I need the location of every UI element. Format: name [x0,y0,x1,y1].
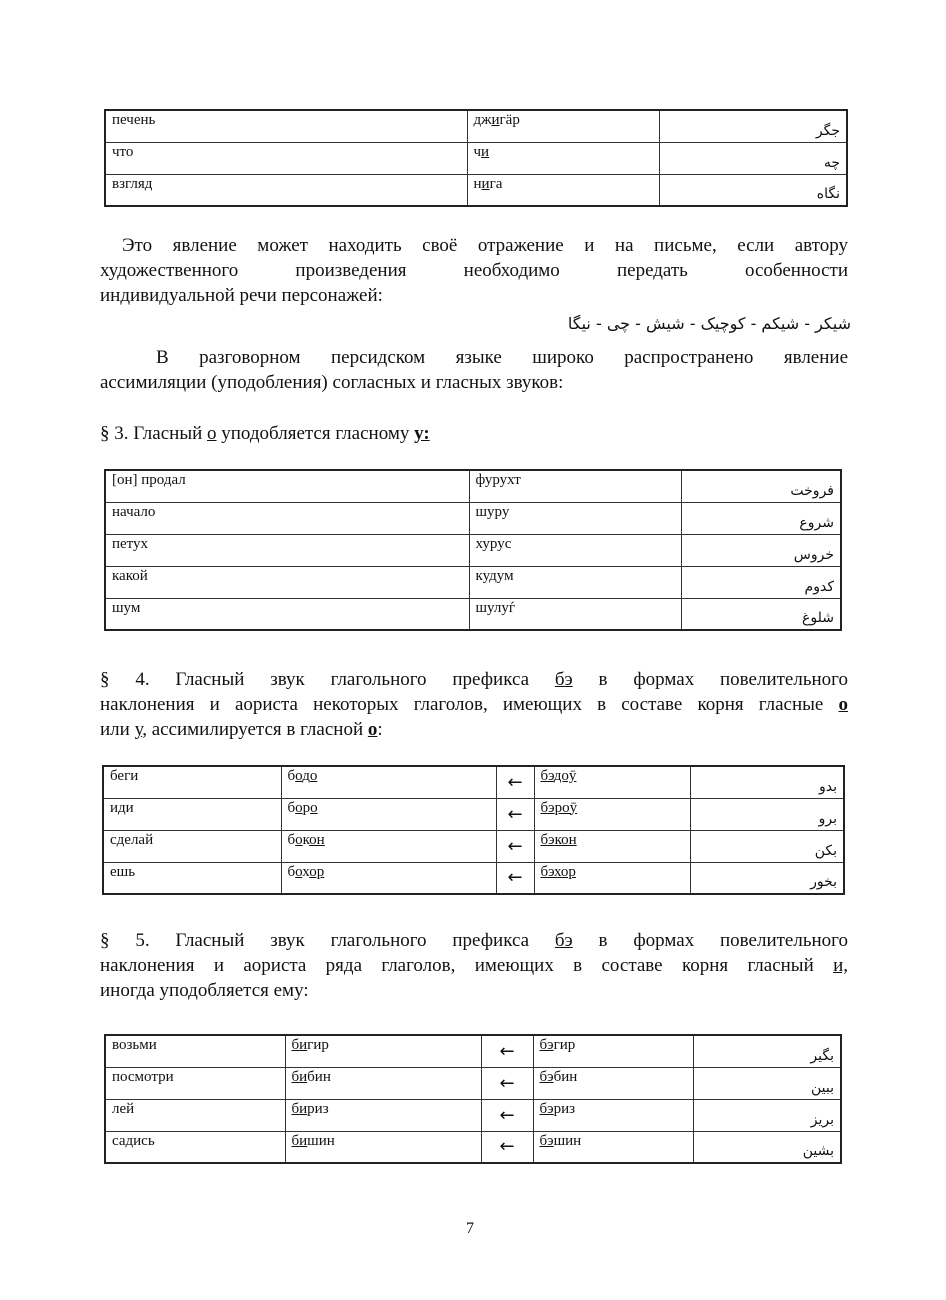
paragraph-line: ассимиляции (уподобления) согласных и гласных звуков: [100,372,564,393]
arrow-left-icon: ← [496,798,534,830]
transcription: хурус [469,534,681,566]
persian-word: بکن [690,830,844,862]
persian-word: خروس [681,534,841,566]
persian-word: بدو [690,766,844,798]
table-row [105,598,841,630]
table-row [103,798,844,830]
transcription: чи [467,142,659,174]
literary-form: бэроӯ [534,798,690,830]
russian-word: печень [105,110,467,142]
russian-word: сделай [103,830,281,862]
literary-form: бэриз [533,1099,693,1131]
table-row [103,862,844,894]
paragraph-line: наклонения и аориста некоторых глаголов, имеющих в составе корня гласные о [100,694,848,715]
table-row [105,110,847,142]
persian-word: فروخت [681,470,841,502]
arrow-left-icon: ← [496,830,534,862]
colloquial-form: боро [281,798,496,830]
paragraph-line: § 4. Гласный звук глагольного префикса бэ в формах повелительного [100,669,848,690]
paragraph-assimilation [100,345,848,395]
table-row [105,1035,841,1067]
table-row [103,766,844,798]
russian-word: шум [105,598,469,630]
colloquial-form: бохор [281,862,496,894]
table-row [105,1067,841,1099]
literary-form: бэшин [533,1131,693,1163]
table-vowel-o-to-u [104,469,842,631]
table-prefix-be-to-bo [102,765,845,895]
persian-word: بریز [693,1099,841,1131]
paragraph-line: иногда уподобляется ему: [100,980,309,1001]
paragraph-line: наклонения и аориста ряда глаголов, имеющих в составе корня гласный и, [100,955,848,976]
page-number: 7 [466,1220,474,1237]
table-prefix-be-to-bi [104,1034,842,1164]
table-row [105,142,847,174]
russian-word: начало [105,502,469,534]
colloquial-form: бигир [285,1035,481,1067]
table-row [105,534,841,566]
persian-word: نگاه [659,174,847,206]
arrow-left-icon: ← [481,1131,533,1163]
table-vowel-examples-1 [104,109,848,207]
persian-word: شروع [681,502,841,534]
literary-form: бэгир [533,1035,693,1067]
literary-form: бэкон [534,830,690,862]
transcription: нига [467,174,659,206]
persian-example-line: شیکر - شیکم - کوچیک - شیش - چی - نیگا [567,314,851,333]
transcription: шуру [469,502,681,534]
russian-word: возьми [105,1035,285,1067]
persian-word: شلوغ [681,598,841,630]
section-3-heading: § 3. Гласный о уподобляется гласному у: [100,423,430,444]
arrow-left-icon: ← [481,1035,533,1067]
transcription: шулуѓ [469,598,681,630]
literary-form: бэхор [534,862,690,894]
table-row [105,470,841,502]
russian-word: ешь [103,862,281,894]
arrow-left-icon: ← [496,766,534,798]
paragraph-line: § 5. Гласный звук глагольного префикса бэ в формах повелительного [100,930,848,951]
section-4-paragraph [100,667,848,742]
russian-word: взгляд [105,174,467,206]
transcription: джигäр [467,110,659,142]
russian-word: иди [103,798,281,830]
russian-word: посмотри [105,1067,285,1099]
persian-word: چه [659,142,847,174]
colloquial-form: бибин [285,1067,481,1099]
persian-word: بگیر [693,1035,841,1067]
transcription: фурухт [469,470,681,502]
persian-word: برو [690,798,844,830]
literary-form: бэдоӯ [534,766,690,798]
colloquial-form: бишин [285,1131,481,1163]
arrow-left-icon: ← [481,1099,533,1131]
paragraph-line: или у, ассимилируется в гласной о: [100,719,383,740]
table-row [103,830,844,862]
table-row [105,502,841,534]
persian-word: بشین [693,1131,841,1163]
persian-word: جگر [659,110,847,142]
arrow-left-icon: ← [481,1067,533,1099]
literary-form: бэбин [533,1067,693,1099]
persian-word: بخور [690,862,844,894]
colloquial-form: бириз [285,1099,481,1131]
russian-word: [он] продал [105,470,469,502]
table-row [105,174,847,206]
russian-word: какой [105,566,469,598]
colloquial-form: бокон [281,830,496,862]
persian-word: کدوم [681,566,841,598]
persian-word: ببین [693,1067,841,1099]
transcription: кудум [469,566,681,598]
paragraph-line: В разговорном персидском языке широко распространено явление [156,347,848,368]
russian-word: садись [105,1131,285,1163]
colloquial-form: бодо [281,766,496,798]
russian-word: петух [105,534,469,566]
section-5-paragraph [100,928,848,1003]
paragraph-line: индивидуальной речи персонажей: [100,285,383,306]
table-row [105,1131,841,1163]
paragraph-line: художественного произведения необходимо передать особенности [100,260,848,281]
russian-word: лей [105,1099,285,1131]
paragraph-line: Это явление может находить своё отражение и на письме, если автору [122,235,848,256]
table-row [105,566,841,598]
russian-word: беги [103,766,281,798]
table-row [105,1099,841,1131]
russian-word: что [105,142,467,174]
paragraph-writing-reflection [100,233,848,308]
arrow-left-icon: ← [496,862,534,894]
